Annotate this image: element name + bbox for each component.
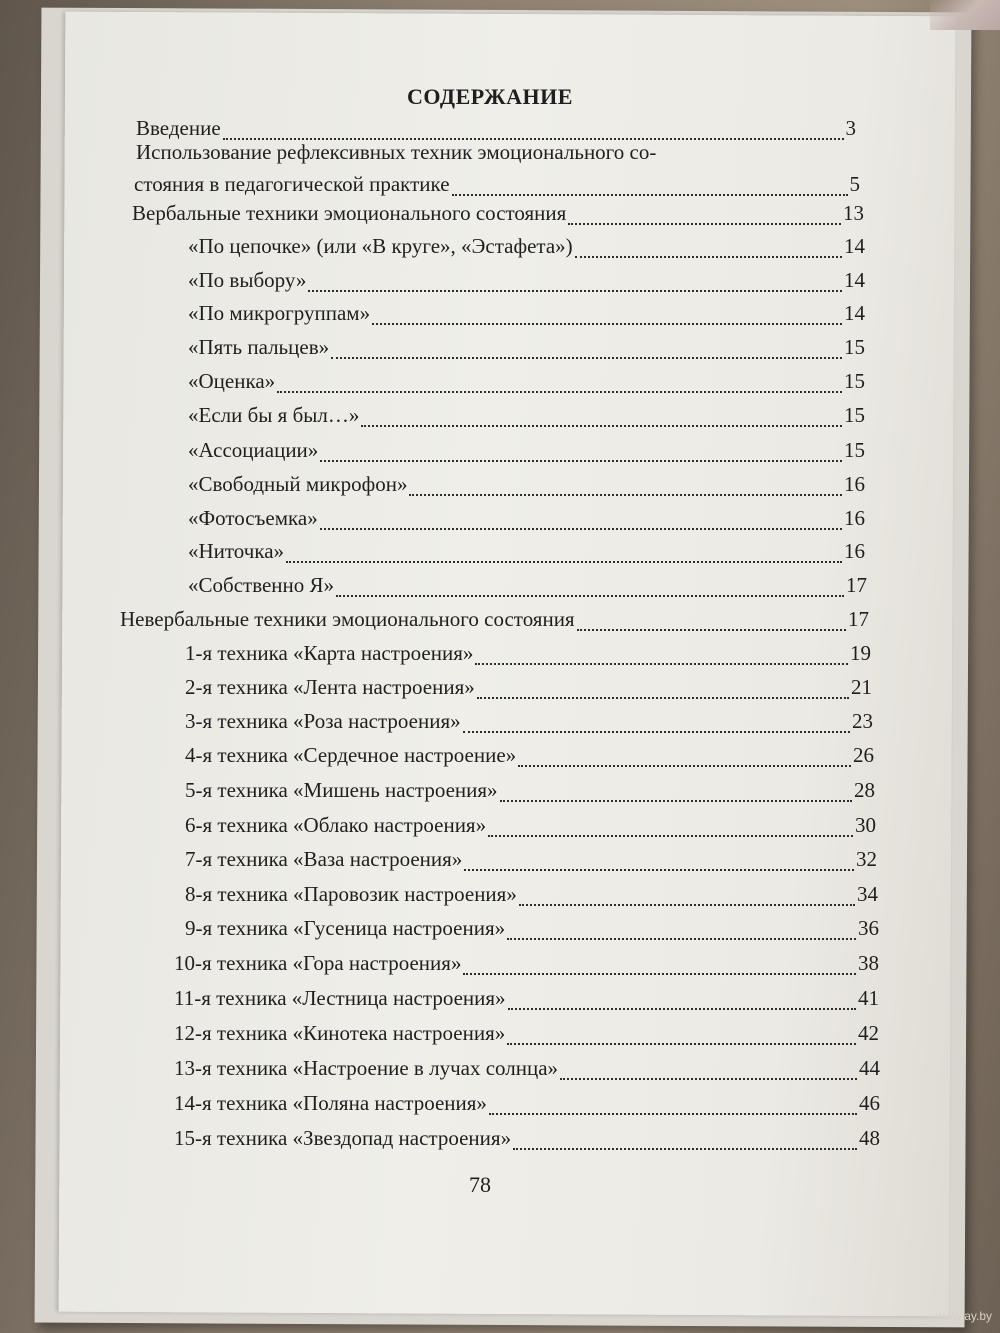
- toc-entry-label: «Ниточка»: [188, 539, 285, 563]
- toc-leader-dots: [488, 831, 853, 837]
- toc-entry-page: 17: [848, 607, 869, 631]
- toc-entry: [188, 236, 865, 264]
- toc-entry: [188, 575, 867, 603]
- toc-entry-label: «Пять пальцев»: [188, 335, 330, 359]
- toc-entry-label: 6-я техника «Облако настроения»: [185, 813, 487, 837]
- toc-entry: [185, 849, 877, 877]
- toc-leader-dots: [500, 796, 852, 802]
- toc-leader-dots: [286, 557, 842, 563]
- watermark: www.ay.by: [935, 1309, 992, 1323]
- toc-entry-label: 12-я техника «Кинотека настроения»: [174, 1021, 506, 1045]
- toc-entry: [174, 1128, 880, 1156]
- toc-entry: [185, 711, 873, 739]
- toc-leader-dots: [575, 252, 842, 258]
- toc-entry-page: 14: [844, 301, 865, 325]
- toc-entry-page: 13: [843, 201, 864, 225]
- toc-entry-page: 15: [844, 369, 865, 393]
- toc-leader-dots: [477, 693, 849, 699]
- toc-entry-page: 32: [856, 847, 877, 871]
- toc-entry-label: Введение: [136, 116, 221, 140]
- toc-entry-label-line1: Использование рефлексивных техник эмоционального со-: [136, 140, 657, 164]
- toc-entry-page: 21: [851, 675, 872, 699]
- toc-entry-page: 44: [859, 1056, 880, 1080]
- toc-entry-label: Невербальные техники эмоционального состояния: [120, 607, 575, 631]
- toc-entry-label: «Оценка»: [188, 369, 276, 393]
- toc-leader-dots: [513, 1144, 857, 1150]
- toc-entry: [188, 474, 865, 502]
- toc-leader-dots: [518, 761, 851, 767]
- toc-entry-page: 48: [859, 1126, 880, 1150]
- toc-entry-label: «По микрогруппам»: [188, 301, 371, 325]
- toc-entry: [132, 203, 864, 231]
- toc-entry: [188, 405, 865, 433]
- toc-entry: [188, 303, 865, 331]
- toc-leader-dots: [331, 353, 842, 359]
- toc-entry: [185, 745, 874, 773]
- toc-entry: [188, 270, 865, 298]
- toc-entry-page: 19: [850, 641, 871, 665]
- toc-entry-page: 3: [845, 116, 856, 140]
- toc-entry-label: стояния в педагогической практике: [134, 172, 450, 196]
- toc-entry: [174, 1093, 880, 1121]
- toc-entry-page: 46: [859, 1091, 880, 1115]
- toc-entry-page: 30: [855, 813, 876, 837]
- toc-entry-page: 17: [846, 573, 867, 597]
- toc-entry-page: 34: [857, 882, 878, 906]
- toc-entry: [188, 371, 865, 399]
- toc-entry-label: 15-я техника «Звездопад настроения»: [174, 1126, 512, 1150]
- toc-leader-dots: [320, 524, 842, 530]
- page-number: 78: [469, 1172, 491, 1197]
- toc-entry-page: 23: [852, 709, 873, 733]
- toc-leader-dots: [464, 865, 854, 871]
- toc-entry-page: 16: [844, 506, 865, 530]
- toc-entry-page: 15: [844, 335, 865, 359]
- toc-entry: [185, 815, 876, 843]
- toc-leader-dots: [508, 1004, 856, 1010]
- toc-entry-page: 16: [844, 539, 865, 563]
- toc-entry-page: 36: [858, 916, 879, 940]
- toc-entry: [185, 918, 879, 946]
- toc-leader-dots: [308, 286, 842, 292]
- toc-leader-dots: [277, 387, 842, 393]
- toc-entry-label: «Ассоциации»: [188, 438, 319, 462]
- toc-leader-dots: [507, 934, 856, 940]
- toc-entry-label: «По выбору»: [188, 268, 307, 292]
- toc-leader-dots: [519, 900, 855, 906]
- toc-entry-page: 38: [858, 951, 879, 975]
- toc-entry-label: «Если бы я был…»: [188, 403, 360, 427]
- toc-entry-label: «Фотосъемка»: [188, 506, 318, 530]
- toc-leader-dots: [560, 1074, 857, 1080]
- toc-entry: [188, 337, 865, 365]
- toc-entry: [134, 174, 860, 202]
- toc-leader-dots: [489, 1109, 857, 1115]
- toc-entry-label: 10-я техника «Гора настроения»: [174, 951, 462, 975]
- toc-entry: [188, 541, 865, 569]
- toc-entry-label: 4-я техника «Сердечное настроение»: [185, 743, 517, 767]
- toc-leader-dots: [361, 421, 842, 427]
- toc-entry: [174, 953, 879, 981]
- toc-entry-page: 14: [844, 234, 865, 258]
- toc-leader-dots: [372, 319, 842, 325]
- toc-entry-page: 28: [854, 778, 875, 802]
- toc-entry-page: 41: [858, 986, 879, 1010]
- toc-entry-label: «Собственно Я»: [188, 573, 335, 597]
- toc-leader-dots: [463, 969, 856, 975]
- toc-entry-label: 7-я техника «Ваза настроения»: [185, 847, 463, 871]
- toc-leader-dots: [452, 190, 848, 196]
- toc-entry-page: 5: [849, 172, 860, 196]
- toc-leader-dots: [463, 727, 850, 733]
- toc-title: СОДЕРЖАНИЕ: [407, 84, 573, 109]
- toc-leader-dots: [336, 591, 844, 597]
- toc-entry-page: 15: [844, 438, 865, 462]
- toc-entry-label: Вербальные техники эмоционального состояния: [132, 201, 567, 225]
- toc-leader-dots: [577, 625, 846, 631]
- toc-leader-dots: [475, 659, 848, 665]
- toc-entry: [188, 508, 865, 536]
- toc-entry-page: 16: [844, 472, 865, 496]
- toc-entry-label: 8-я техника «Паровозик настроения»: [185, 882, 517, 906]
- toc-leader-dots: [409, 490, 842, 496]
- toc-entry-label: 2-я техника «Лента настроения»: [185, 675, 475, 699]
- toc-entry: [185, 780, 875, 808]
- toc-entry-page: 26: [853, 743, 874, 767]
- toc-entry-page: 15: [844, 403, 865, 427]
- toc-entry: [174, 1058, 880, 1086]
- toc-entry-page: 42: [858, 1021, 879, 1045]
- toc-entry-label: 14-я техника «Поляна настроения»: [174, 1091, 487, 1115]
- toc-entry: [185, 884, 878, 912]
- toc-entry-label: 3-я техника «Роза настроения»: [185, 709, 461, 733]
- toc-entry: [185, 677, 872, 705]
- toc-entry: [174, 988, 879, 1016]
- toc-entry-label: «По цепочке» (или «В круге», «Эстафета»): [188, 234, 573, 258]
- toc-leader-dots: [320, 456, 842, 462]
- toc-entry: [185, 643, 871, 671]
- toc-entry-label: 11-я техника «Лестница настроения»: [174, 986, 506, 1010]
- toc-entry-label: 1-я техника «Карта настроения»: [185, 641, 474, 665]
- toc-entry-label: «Свободный микрофон»: [188, 472, 408, 496]
- toc-leader-dots: [507, 1039, 856, 1045]
- toc-entry-label: 9-я техника «Гусеница настроения»: [185, 916, 506, 940]
- toc-entry-label: 13-я техника «Настроение в лучах солнца»: [174, 1056, 559, 1080]
- toc-entry: [120, 609, 869, 637]
- toc-entry-page: 14: [844, 268, 865, 292]
- toc-entry-label: 5-я техника «Мишень настроения»: [185, 778, 498, 802]
- toc-entry: [188, 440, 865, 468]
- toc-leader-dots: [568, 219, 841, 225]
- toc-entry: [174, 1023, 879, 1051]
